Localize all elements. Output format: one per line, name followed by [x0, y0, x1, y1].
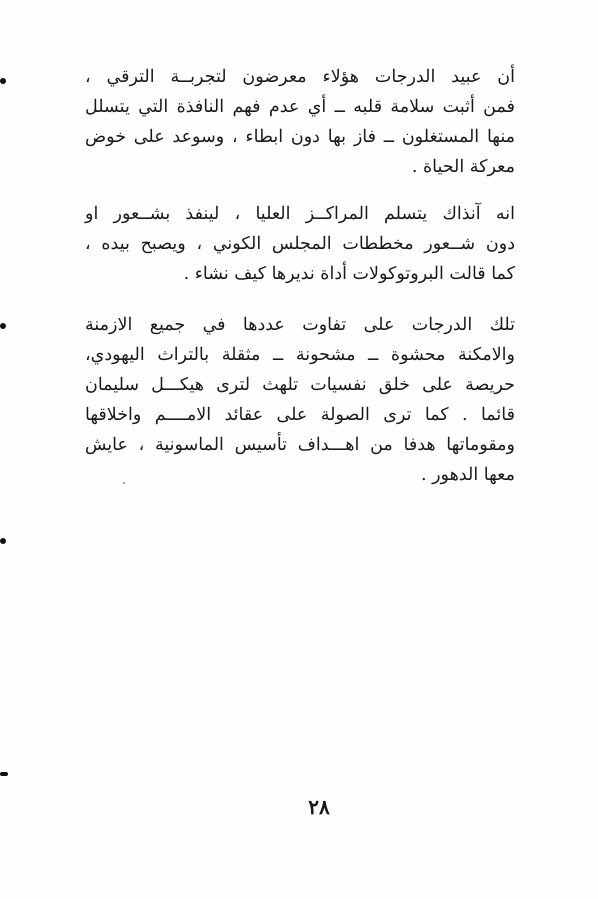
- text-line: حريصة على خلق نفسيات تلهث لترى هيكـــل سليمان: [85, 375, 515, 395]
- text-line: معركة الحياة .: [411, 157, 515, 177]
- text-line: تلك الدرجات على تفاوت عددها في جميع الازمنة: [85, 315, 515, 335]
- margin-mark: [0, 538, 6, 544]
- text-line: دون شــعور مخططات المجلس الكوني ، ويصبح بيده ،: [85, 234, 515, 254]
- page-number: ٢٨: [308, 795, 330, 819]
- text-line: فمن أثبت سلامة قلبه ــ أي عدم فهم النافذة التي يتسلل: [85, 97, 515, 117]
- text-line: كما قالت البروتوكولات أداة نديرها كيف نشاء .: [183, 264, 515, 284]
- text-line: قائما . كما ترى الصولة على عقائد الامــــم واخلاقها: [85, 405, 515, 425]
- margin-mark: [0, 78, 6, 84]
- paragraph-2: [85, 199, 515, 289]
- text-line: معها الدهور .: [420, 465, 515, 485]
- margin-mark: [0, 772, 8, 776]
- text-line: أن عبيد الدرجات هؤلاء معرضون لتجربــة الترقي ،: [85, 67, 515, 87]
- text-line: والامكنة محشوة ــ مشحونة ــ مثقلة بالتراث اليهودي،: [85, 345, 515, 365]
- margin-mark: [0, 323, 6, 329]
- text-line: انه آنذاك يتسلم المراكــز العليا ، لينفذ بشــعور او: [85, 204, 515, 224]
- paragraph-1: [85, 62, 515, 182]
- paragraph-3: [85, 310, 515, 490]
- text-line: منها المستغلون ــ فاز بها دون ابطاء ، وسوعد على خوض: [85, 127, 515, 147]
- text-line: ومقوماتها هدفا من اهـــداف تأسيس الماسونية ، عايش: [85, 435, 515, 455]
